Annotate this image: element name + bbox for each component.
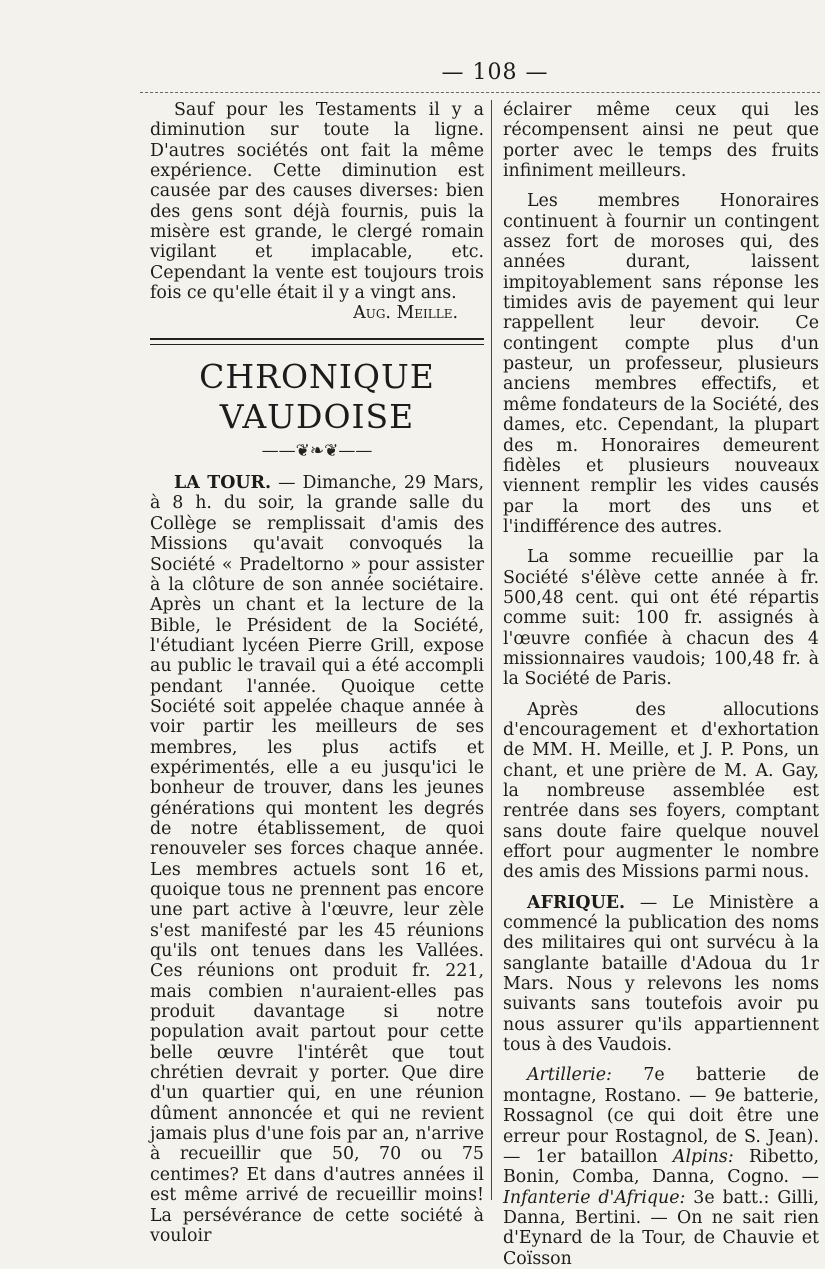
infanterie-text: 3e batt.: Gilli, Danna, Bertini. — On ne sait rien d'Eynard de la Tour, de Chauvie et Coïsson [503, 1187, 819, 1269]
afrique-heading: AFRIQUE. [527, 892, 626, 913]
section-rule [150, 338, 484, 345]
la-tour-paragraph [150, 473, 484, 1246]
la-tour-text: — Dimanche, 29 Mars, à 8 h. du soir, la grande salle du Collège se remplissait d'amis des Missions qu'avait convoqués la Société « Pradeltorno » pour assister à la clôture de son année sociétaire. Après un chant et la lecture de la Bible, le Président de la Société, l'étudiant lycéen Pierre Grill, expose au public le travail qui a été accompli pendant l'année. Quoique cette Société soit appelée chaque année à voir partir les meilleurs de ses membres, les plus actifs et expérimentés, elle a eu jusqu'ici le bonheur de trouver, dans les jeunes générations qui montent les degrés de notre établissement, de quoi renouveler ses forces chaque année. Les membres actuels sont 16 et, quoique tous ne prennent pas encore une part active à l'œuvre, leur zèle s'est manifesté par les 45 réunions qu'ils ont tenues dans les Vallées. Ces réunions ont produit fr. 221, mais combien n'auraient-elles pas produit davantage si notre population avait partout pour cette belle œuvre l'intérêt que tout chrétien devrait y porter. Que dire d'un quartier qui, en une réunion dûment annoncée et qui ne revient jamais plus d'une fois par an, n'arrive à recueillir que 50, 70 ou 75 centimes? Et dans d'autres années il est même arrivé de recueillir moins! La persévérance de cette société à vouloir [150, 473, 485, 1246]
right-paragraph-1: éclairer même ceux qui les récompensent ainsi ne peut que porter avec le temps des fruits infiniment meilleurs. [503, 100, 819, 182]
signature: Aug. Meille. [353, 303, 458, 324]
right-paragraph-2: Les membres Honoraires continuent à fournir un contingent assez fort de moroses qui, des années durant, laissent impitoyablement sans réponse les timides avis de payement qui leur rappellent leur devoir. Ce contingent compte plus d'un pasteur, un professeur, plusieurs anciens membres effectifs, et même fondateurs de la Société, des dames, etc. Cependant, la plupart des m. Honoraires demeurent fidèles et plusieurs nouveaux viennent remplir les vides causés par la mort des uns et l'indifférence des autres. [503, 191, 819, 537]
right-paragraph-4: Après des allocutions d'encouragement et d'exhortation de MM. H. Meille, et J. P. Pons, un chant, et une prière de M. A. Gay, la nombreuse assemblée est rentrée dans ses foyers, comptant sans doute faire quelque nouvel effort pour augmenter le nombre des amis des Missions parmi nous. [503, 699, 819, 883]
alpins-label: Alpins: [672, 1146, 734, 1167]
infanterie-label: Infanterie d'Afrique: [503, 1187, 686, 1208]
page-number: — 108 — [441, 60, 549, 85]
right-column [503, 100, 819, 1269]
right-paragraph-3: La somme recueillie par la Société s'élève cette année à fr. 500,48 cent. qui ont été répartis comme suit: 100 fr. assignés à l'œuvre confiée à chacun des 4 missionnaires vaudois; 100,48 fr. à la Société de Paris. [503, 547, 819, 690]
afrique-paragraph [503, 893, 819, 1056]
military-list-paragraph [503, 1065, 819, 1268]
left-column [150, 100, 484, 1246]
artillerie-label: Artillerie: [527, 1065, 612, 1086]
artillerie-text: 7e batterie de montagne, Rostano. — 9e batterie, Rossagnol (ce qui doit être une erreur pour Rostagnol, de S. Jean). — 1er bataillon [503, 1065, 819, 1167]
afrique-text: — Le Ministère a commencé la publication des noms des militaires qui ont survécu à la sanglante bataille d'Adoua du 1r Mars. Nous y relevons les noms suivants sans toutefois avoir pu nous assurer qu'ils appartiennent tous à des Vaudois. [503, 892, 820, 1056]
ornament: ——❦❧❦—— [261, 440, 373, 461]
header-rule [140, 92, 820, 93]
column-divider [491, 100, 492, 1200]
la-tour-heading: LA TOUR. [174, 473, 272, 494]
section-title: CHRONIQUE VAUDOISE [199, 356, 435, 436]
intro-paragraph: Sauf pour les Testaments il y a diminution sur toute la ligne. D'autres sociétés ont fait la même expérience. Cette diminution est causée par des causes diverses: bien des gens sont déjà fournis, puis la misère est grande, le clergé romain vigilant et implacable, etc. Cependant la vente est toujours trois fois ce qu'elle était il y a vingt ans. [150, 100, 484, 304]
alpins-text: Ribetto, Bonin, Comba, Danna, Cogno. — [503, 1146, 820, 1188]
